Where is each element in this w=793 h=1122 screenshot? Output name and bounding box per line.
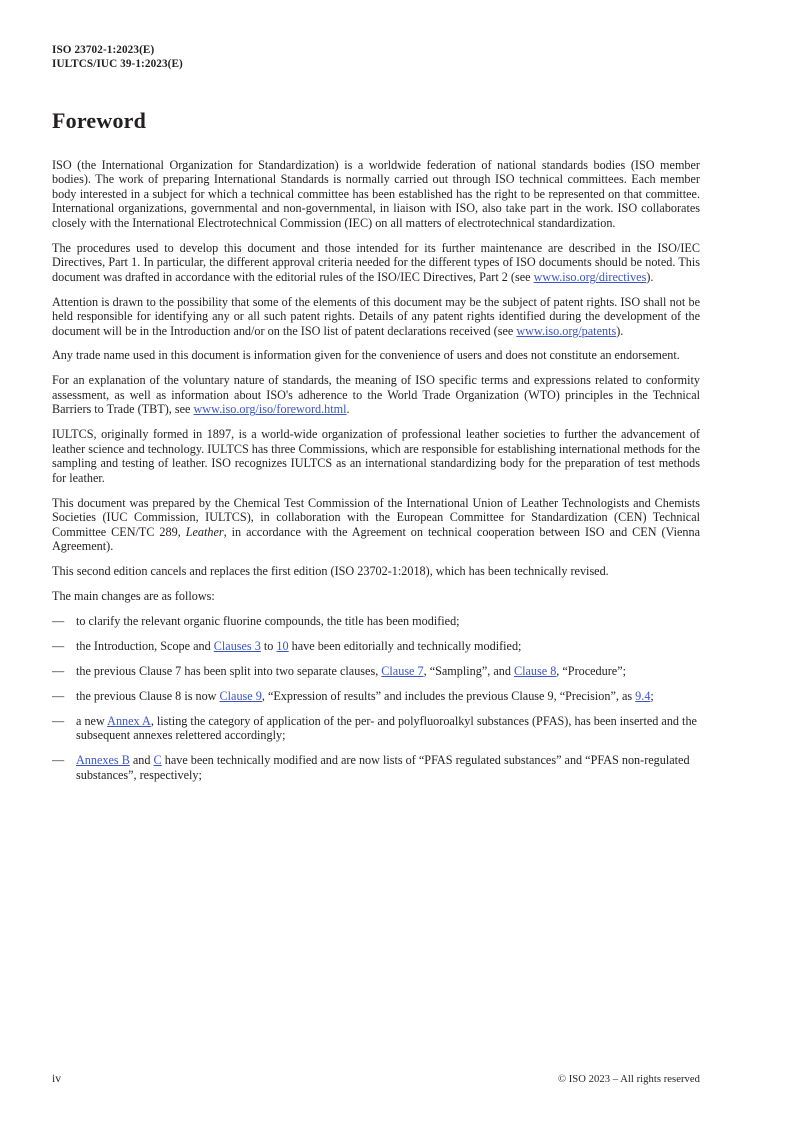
change-list-item-text bbox=[76, 689, 654, 703]
paragraph-text: For an explanation of the voluntary nature of standards, the meaning of ISO specific terms and expressions related to conformity assessment, as well as information about ISO's adherence to the World Trade Organization (WTO) principles in the Technical Barriers to Trade (TBT), see bbox=[52, 373, 700, 417]
italic-leather: Leather bbox=[185, 524, 224, 539]
paragraph-trade-name bbox=[52, 348, 700, 362]
page-number: iv bbox=[52, 1072, 62, 1085]
change-text-segment: have been editorially and technically modified; bbox=[288, 638, 522, 653]
paragraph-voluntary-nature bbox=[52, 373, 700, 416]
paragraph-procedures bbox=[52, 241, 700, 284]
document-header-line-1: ISO 23702-1:2023(E) bbox=[52, 44, 155, 56]
page-footer bbox=[52, 1072, 700, 1087]
change-list-item-text bbox=[76, 714, 697, 742]
cross-reference-link[interactable]: Clause 9 bbox=[219, 688, 262, 703]
document-header-line-2: IULTCS/IUC 39-1:2023(E) bbox=[52, 58, 183, 71]
paragraph-text: Any trade name used in this document is information given for the convenience of users and does not constitute an endorsement. bbox=[52, 348, 680, 363]
change-list-item bbox=[52, 714, 700, 743]
change-list-item bbox=[52, 689, 700, 703]
change-list-item-text bbox=[76, 639, 521, 653]
change-text-segment: , “Procedure”; bbox=[556, 663, 627, 678]
paragraph-text: Attention is drawn to the possibility that some of the elements of this document may be the subject of patent rights. ISO shall not be held responsible for identifying any or all such patent rights. Details of any patent rights identified during the development of the document will be in the Introduction and/or on the ISO list of patent declarations received (see bbox=[52, 294, 700, 338]
page-title: Foreword bbox=[52, 108, 147, 133]
change-list-item bbox=[52, 639, 700, 653]
cross-reference-link[interactable]: Clauses 3 bbox=[213, 638, 261, 653]
list-marker-dash: — bbox=[52, 638, 65, 653]
list-marker-dash: — bbox=[52, 613, 65, 628]
paragraph-text-tail: ). bbox=[616, 323, 624, 338]
paragraph-text: This second edition cancels and replaces the first edition (ISO 23702-1:2018), which has been technically revised. bbox=[52, 563, 609, 578]
change-text-segment: , “Sampling”, and bbox=[423, 663, 514, 678]
paragraph-patent-rights bbox=[52, 295, 700, 338]
cross-reference-link[interactable]: Annexes B bbox=[76, 753, 130, 768]
cross-reference-link[interactable]: C bbox=[153, 753, 162, 768]
cross-reference-link[interactable]: Clause 8 bbox=[513, 663, 557, 678]
change-text-segment: ; bbox=[650, 688, 654, 703]
foreword-body bbox=[52, 158, 700, 792]
cross-reference-link[interactable]: Clause 7 bbox=[381, 663, 424, 678]
change-list-item bbox=[52, 753, 700, 782]
document-header bbox=[52, 43, 700, 71]
cross-reference-link[interactable]: Annex A bbox=[107, 713, 151, 728]
change-list-item-text bbox=[76, 614, 460, 628]
change-list-item bbox=[52, 664, 700, 678]
paragraph-main-changes-intro bbox=[52, 589, 700, 603]
change-list-item-text bbox=[76, 753, 690, 781]
change-text-segment: and bbox=[129, 753, 154, 768]
list-marker-dash: — bbox=[52, 688, 65, 703]
paragraph-text: The main changes are as follows: bbox=[52, 588, 215, 603]
cross-reference-link[interactable]: 9.4 bbox=[635, 688, 651, 703]
paragraph-iso-description bbox=[52, 158, 700, 230]
paragraph-text-tail: ). bbox=[646, 269, 654, 284]
list-marker-dash: — bbox=[52, 713, 65, 728]
change-text-segment: the previous Clause 8 is now bbox=[76, 688, 220, 703]
paragraph-text: The procedures used to develop this document and those intended for its further maintenance are described in the ISO/IEC Directives, Part 1. In particular, the different approval criteria needed for the different types of ISO documents should be noted. This document was drafted in accordance with the editorial rules of the ISO/IEC Directives, Part 2 (see bbox=[52, 240, 700, 284]
paragraph-text-tail: , in accordance with the Agreement on technical cooperation between ISO and CEN (Vienna Agreement). bbox=[52, 524, 701, 553]
change-text-segment: to bbox=[260, 638, 277, 653]
paragraph-second-edition bbox=[52, 564, 700, 578]
change-text-segment: , “Expression of results” and includes the previous Clause 9, “Precision”, as bbox=[261, 688, 636, 703]
change-text-segment: the previous Clause 7 has been split into two separate clauses, bbox=[76, 663, 382, 678]
paragraph-iultcs-history bbox=[52, 427, 700, 485]
link-iso-patents[interactable]: www.iso.org/patents bbox=[516, 323, 617, 338]
change-list-item-text bbox=[76, 664, 626, 678]
change-text-segment: have been technically modified and are now lists of “PFAS regulated substances” and “PFAS non-regulated substances”, respectively; bbox=[76, 753, 690, 782]
paragraph-text-tail: . bbox=[346, 402, 350, 417]
list-marker-dash: — bbox=[52, 753, 65, 768]
change-text-segment: , listing the category of application of the per- and polyfluoroalkyl substances (PFAS), has been inserted and the subsequent annexes relettered accordingly; bbox=[76, 713, 697, 743]
paragraph-text: ISO (the International Organization for Standardization) is a worldwide federation of national standards bodies (ISO member bodies). The work of preparing International Standards is normally carried out through ISO technical committees. Each member body interested in a subject for which a technical committee has been established has the right to be represented on that committee. International organizations, governmental and non-governmental, in liaison with ISO, also take part in the work. ISO collaborates closely with the International Electrotechnical Commission (IEC) on all matters of electrotechnical standardization. bbox=[52, 158, 700, 230]
paragraph-text: This document was prepared by the Chemical Test Commission of the International Union of Leather Technologists and Chemists Societies (IUC Commission, IULTCS), in collaboration with the European Committee for Standardization (CEN) Technical Committee CEN/TC 289, bbox=[52, 495, 700, 539]
change-text-segment: to clarify the relevant organic fluorine compounds, the title has been modified; bbox=[76, 613, 460, 628]
paragraph-text: IULTCS, originally formed in 1897, is a world-wide organization of professional leather societies to further the advancement of leather science and technology. IULTCS has three Commissions, which are responsible for establishing international methods for the sampling and testing of leather. ISO recognizes IULTCS as an international standardizing body for the preparation of test methods for leather. bbox=[52, 427, 700, 485]
link-iso-directives[interactable]: www.iso.org/directives bbox=[533, 269, 647, 284]
paragraph-document-preparation bbox=[52, 496, 700, 554]
change-text-segment: the Introduction, Scope and bbox=[76, 638, 214, 653]
copyright-notice: © ISO 2023 – All rights reserved bbox=[557, 1074, 700, 1085]
main-changes-list bbox=[52, 614, 700, 782]
cross-reference-link[interactable]: 10 bbox=[276, 638, 289, 653]
change-list-item bbox=[52, 614, 700, 628]
change-text-segment: a new bbox=[76, 713, 108, 728]
list-marker-dash: — bbox=[52, 663, 65, 678]
link-iso-foreword[interactable]: www.iso.org/iso/foreword.html bbox=[193, 402, 347, 417]
